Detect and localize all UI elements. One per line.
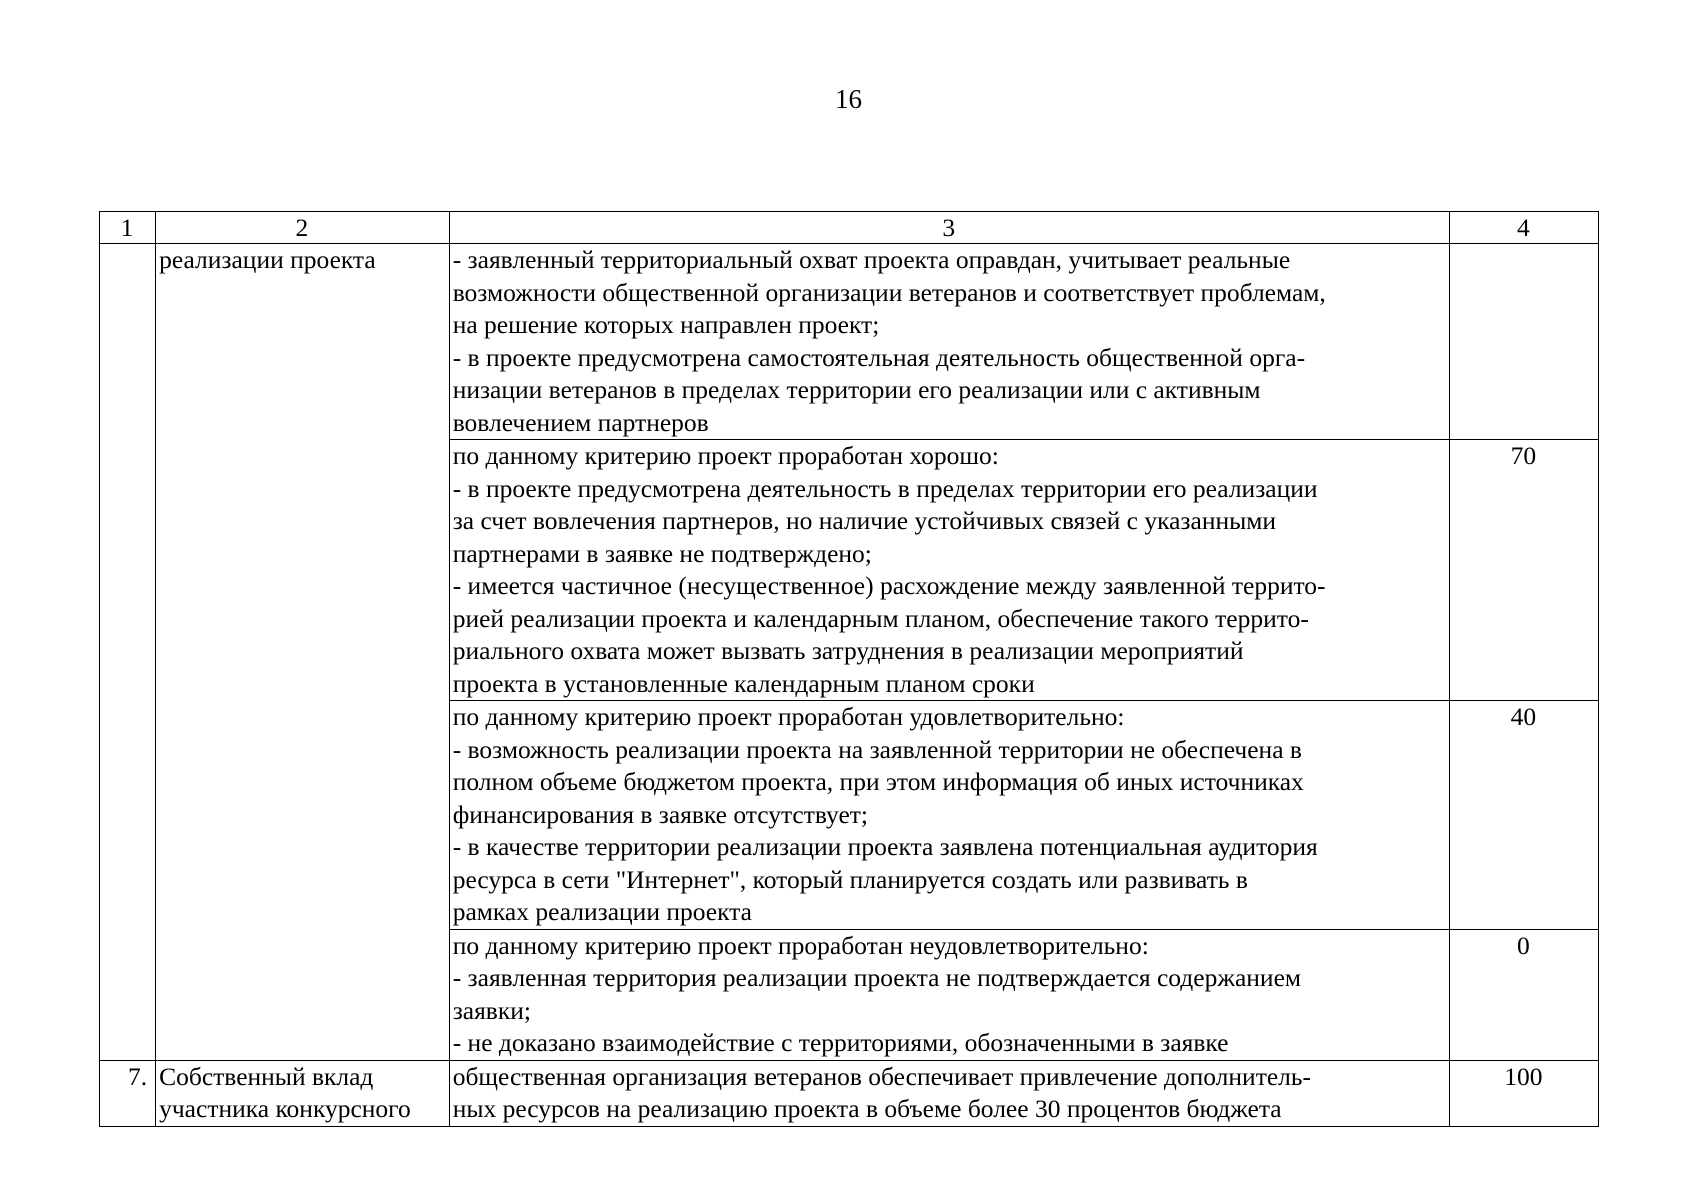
criterion-cell <box>156 1060 450 1126</box>
description-cell <box>449 929 1449 1060</box>
description-line: - заявленная территория реализации проекта не подтверждается содержанием <box>452 963 1302 992</box>
description-line: проекта в установленные календарным планом сроки <box>452 668 1035 698</box>
description-line: вовлечением партнеров <box>452 407 709 437</box>
criterion-text: реализации проекта <box>159 245 376 274</box>
description-line: общественная организация ветеранов обеспечивает привлечение дополнитель- <box>452 1061 1312 1091</box>
score-cell: 0 <box>1449 929 1598 1060</box>
description-line: по данному критерию проект проработан неудовлетворительно: <box>452 930 1149 960</box>
column-header-2: 2 <box>156 212 450 244</box>
description-line: финансирования в заявке отсутствует; <box>452 799 869 829</box>
description-line: - в качестве территории реализации проекта заявлена потенциальная аудитория <box>452 832 1318 861</box>
description-cell <box>449 244 1449 440</box>
description-line: - заявленный территориальный охват проекта оправдан, учитывает реальные <box>452 245 1291 274</box>
description-line: рией реализации проекта и календарным планом, обеспечение такого террито- <box>452 603 1309 633</box>
criteria-table <box>99 211 1599 1127</box>
description-line: полном объеме бюджетом проекта, при этом информация об иных источниках <box>452 767 1304 796</box>
description-line: на решение которых направлен проект; <box>452 310 880 339</box>
description-line: низации ветеранов в пределах территории его реализации или с активным <box>452 375 1261 404</box>
score-cell: 40 <box>1449 701 1598 930</box>
description-line: - в проекте предусмотрена самостоятельная деятельность общественной орга- <box>452 342 1306 372</box>
column-header-3: 3 <box>449 212 1449 244</box>
criterion-text: Собственный вклад <box>159 1061 374 1091</box>
description-line: ных ресурсов на реализацию проекта в объеме более 30 процентов бюджета <box>452 1094 1282 1123</box>
table-row <box>100 244 1599 440</box>
column-header-1: 1 <box>100 212 156 244</box>
description-line: партнерами в заявке не подтверждено; <box>452 538 872 568</box>
description-line: рамках реализации проекта <box>452 897 752 926</box>
description-line: по данному критерию проект проработан хорошо: <box>452 441 999 470</box>
row-number-cell <box>100 244 156 1061</box>
criterion-cell <box>156 244 450 1061</box>
description-cell <box>449 440 1449 701</box>
criterion-text: участника конкурсного <box>159 1094 411 1123</box>
description-line: риального охвата может вызвать затруднения в реализации мероприятий <box>452 636 1244 665</box>
description-line: за счет вовлечения партнеров, но наличие устойчивых связей с указанными <box>452 506 1277 535</box>
score-cell <box>1449 244 1598 440</box>
description-line: заявки; <box>452 995 531 1025</box>
description-cell <box>449 701 1449 930</box>
description-line: возможности общественной организации ветеранов и соответствует проблемам, <box>452 277 1326 307</box>
description-line: - не доказано взаимодействие с территориями, обозначенными в заявке <box>452 1028 1229 1057</box>
score-cell: 70 <box>1449 440 1598 701</box>
description-line: ресурса в сети "Интернет", который планируется создать или развивать в <box>452 864 1248 894</box>
description-line: - в проекте предусмотрена деятельность в пределах территории его реализации <box>452 473 1318 503</box>
description-cell <box>449 1060 1449 1126</box>
table-row <box>100 1060 1599 1126</box>
table-header-row <box>100 212 1599 244</box>
description-line: - возможность реализации проекта на заявленной территории не обеспечена в <box>452 734 1302 764</box>
score-cell: 100 <box>1449 1060 1598 1126</box>
page-number: 16 <box>835 84 862 114</box>
column-header-4: 4 <box>1449 212 1598 244</box>
description-line: по данному критерию проект проработан удовлетворительно: <box>452 702 1125 731</box>
row-number-cell: 7. <box>100 1060 156 1126</box>
description-line: - имеется частичное (несущественное) расхождение между заявленной террито- <box>452 571 1326 600</box>
